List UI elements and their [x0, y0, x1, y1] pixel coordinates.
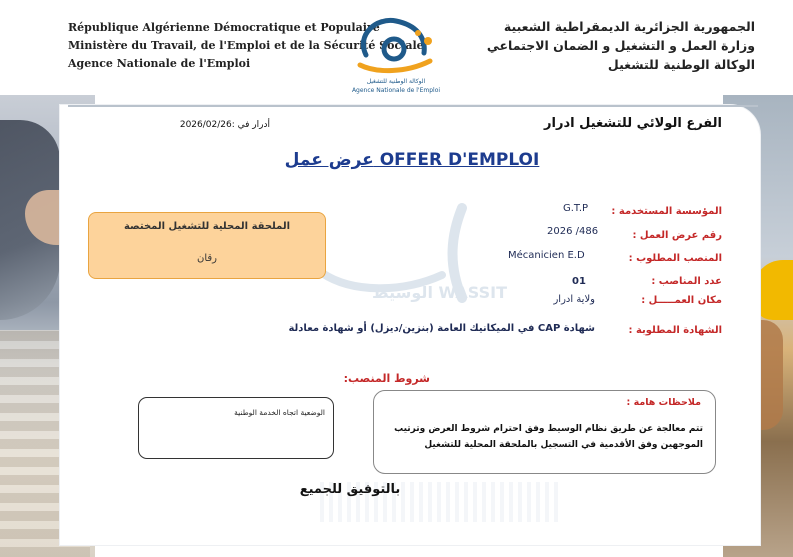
header-arabic — [455, 17, 755, 74]
logo-caption-arabic: الوكالة الوطنية للتشغيل — [366, 78, 426, 85]
label-vacancies: عدد المناصب : — [651, 276, 722, 287]
wassit-watermark — [312, 203, 512, 303]
value-employer: G.T.P — [563, 203, 589, 214]
agency-box — [88, 212, 326, 279]
notes-line-1: تتم معالجة عن طريق نظام الوسيط وفق احترام شروط العرض وترتيب — [394, 424, 703, 434]
header-ar-line-2: وزارة العمل و التشغيل و الضمان الاجتماعي — [486, 38, 755, 53]
header-ar-line-3: الوكالة الوطنية للتشغيل — [607, 57, 755, 72]
label-diploma: الشهادة المطلوبة : — [628, 325, 722, 336]
notes-title: ملاحظات هامة : — [626, 397, 701, 408]
header-fr-line-1: République Algérienne Démocratique et Populaire — [68, 21, 380, 34]
issue-date: أدرار في :2026/02/26 — [179, 120, 270, 130]
value-diploma: شهادة CAP في الميكانيك العامة (بنزين/ديزل) أو شهادة معادلة — [288, 323, 595, 334]
value-workplace: ولاية ادرار — [553, 294, 595, 305]
logo-caption-french: Agence Nationale de l'Emploi — [351, 87, 441, 94]
conditions-box — [138, 397, 334, 459]
watermark-text: الوسيط WASSIT — [372, 283, 507, 302]
label-workplace: مكان العمـــــل : — [641, 295, 722, 306]
label-position: المنصب المطلوب : — [628, 253, 722, 264]
value-vacancies: 01 — [572, 276, 586, 287]
conditions-title: شروط المنصب: — [343, 372, 430, 385]
branch-title: الفرع الولائي للتشغيل ادرار — [544, 116, 722, 131]
notes-text — [381, 421, 703, 453]
agency-name: الملحقة المحلية للتشغيل المختصة — [123, 221, 291, 232]
label-offer-number: رقم عرض العمل : — [632, 230, 722, 241]
header-fr-line-3: Agence Nationale de l'Emploi — [68, 57, 251, 70]
document-title: عرض عمل OFFER D'EMPLOI — [284, 150, 540, 170]
notes-line-2: الموجهين وفق الأقدمية في التسجيل بالملحقة المحلية للتشغيل — [424, 440, 703, 450]
agency-city: رقان — [197, 253, 217, 264]
label-employer: المؤسسة المستخدمة : — [611, 206, 722, 217]
header-ar-line-1: الجمهورية الجزائرية الديمقراطية الشعبية — [503, 19, 755, 34]
header-fr-line-2: Ministère du Travail, de l'Emploi et de la Sécurité Sociale — [68, 39, 424, 52]
closing-wish: بالتوفيق للجميع — [299, 482, 401, 497]
header-divider — [68, 105, 758, 107]
conditions-text: الوضعية اتجاه الخدمة الوطنية — [234, 408, 325, 417]
value-offer-number: 2026 /486 — [547, 226, 599, 237]
value-position: Mécanicien E.D — [508, 250, 585, 261]
notes-box — [373, 390, 716, 474]
